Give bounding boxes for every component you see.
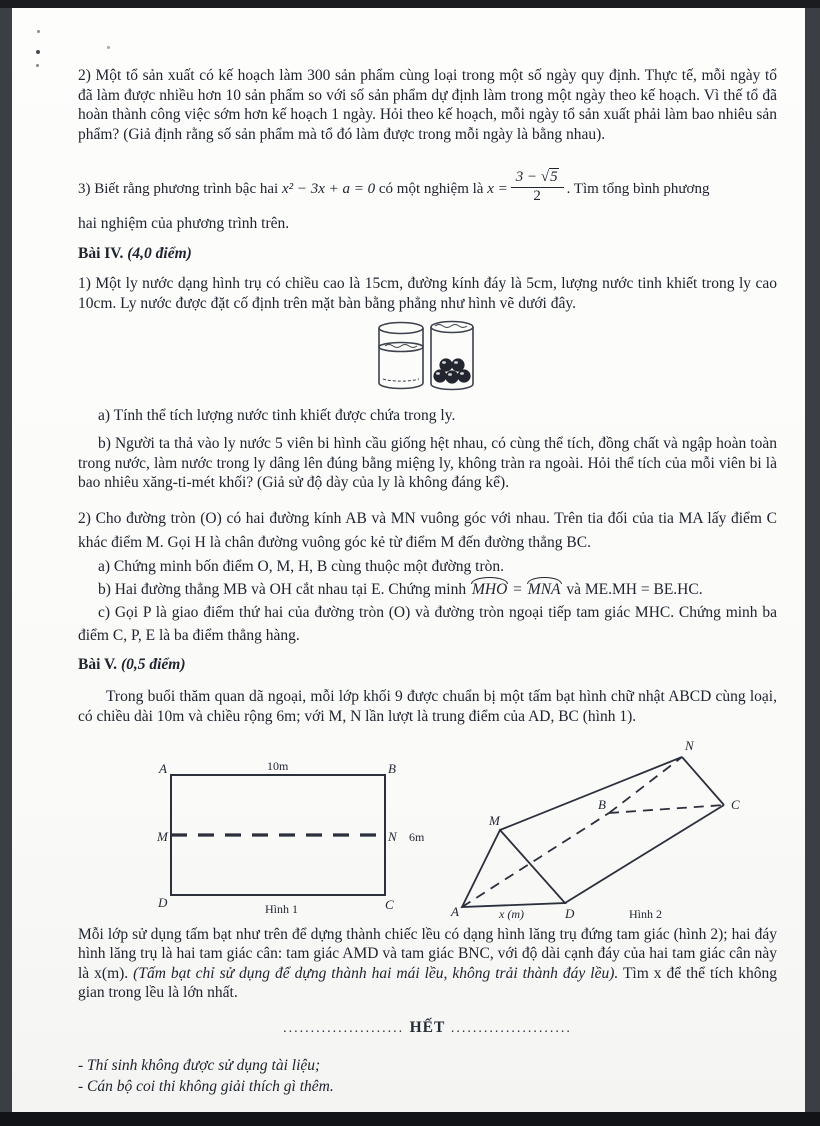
end-dots-right: ...................... xyxy=(450,1020,572,1036)
exam-notes xyxy=(78,1055,777,1097)
problem-3 xyxy=(78,166,777,234)
v-body xyxy=(78,925,777,1003)
scan-speck xyxy=(36,50,40,54)
scan-speck xyxy=(37,30,40,33)
q2c: c) Gọi P là giao điểm thứ hai của đường tròn (O) và đường tròn ngoại tiếp tam giác MHC. Chứng minh ba điểm C, P, E là ba điểm thẳng hàng. xyxy=(78,603,777,644)
end-dots-left: ...................... xyxy=(283,1020,405,1036)
fig1-label-a: A xyxy=(159,760,167,776)
fig1-label-10m: 10m xyxy=(267,758,289,773)
end-of-exam-line xyxy=(78,1019,777,1037)
section-iv-points: (4,0 điểm) xyxy=(127,245,192,262)
fig1-label-6m: 6m xyxy=(409,829,425,844)
scan-bottom-bar xyxy=(0,1112,820,1126)
section-v-points: (0,5 điểm) xyxy=(120,655,186,673)
fig1-label-b: B xyxy=(388,760,396,776)
het-label: HẾT xyxy=(409,1018,446,1036)
cylinder-figure xyxy=(78,319,777,398)
fig2-label-b: B xyxy=(598,796,606,812)
text-run: có một nghiệm là xyxy=(375,181,488,197)
problem-3-line2: hai nghiệm của phương trình trên. xyxy=(78,215,290,232)
angle-mna: MNA xyxy=(527,580,561,598)
fraction-numerator xyxy=(511,170,564,188)
section-v-title: Bài V. xyxy=(78,655,121,673)
section-iv-heading xyxy=(78,244,777,264)
q1b: b) Người ta thả vào ly nước 5 viên bi hình cầu giống hệt nhau, có cùng thể tích, đồng chất và ngập hoàn toàn trong nước, làm nước trong ly dâng lên đúng bằng miệng ly, không tràn ra ngoài. Hỏi thể tích của mỗi viên bi là bao nhiêu xăng-ti-mét khối? (Giả sử độ dày của ly là không đáng kể). xyxy=(78,435,777,491)
q2-intro: 2) Cho đường tròn (O) có hai đường kính AB và MN vuông góc với nhau. Trên tia đối của tia MA lấy điểm C khác điểm M. Gọi H là chân đường vuông góc kẻ từ điểm M đến đường thẳng BC. xyxy=(78,509,777,551)
fig1-label-n: N xyxy=(388,828,397,844)
q1-intro: 1) Một ly nước dạng hình trụ có chiều cao là 15cm, đường kính đáy là 5cm, lượng nước tinh khiết trong ly cao 10cm. Ly nước được đặt cố định trên mặt bàn bằng phẳng như hình vẽ dưới đây. xyxy=(78,275,777,312)
exam-content xyxy=(78,8,777,1112)
section-v-heading xyxy=(78,655,777,675)
fig2-label-d: D xyxy=(565,905,575,921)
v-intro: Trong buổi thăm quan dã ngoại, mỗi lớp khối 9 được chuẩn bị một tấm bạt hình chữ nhật ABCD cùng loại, có chiều dài 10m và chiều rộng 6m; với M, N lần lượt là trung điểm của AD, BC (hình 1). xyxy=(78,687,777,725)
figures-row xyxy=(133,735,777,923)
fig2-label-xm: x (m) xyxy=(499,906,524,921)
note-no-materials: - Thí sinh không được sử dụng tài liệu; xyxy=(78,1056,321,1074)
scan-speck xyxy=(36,64,39,67)
fig2-caption: Hình 2 xyxy=(629,906,662,921)
q1a: a) Tính thể tích lượng nước tinh khiết được chứa trong ly. xyxy=(98,407,456,424)
radical-sign: √ xyxy=(540,169,550,186)
marbles xyxy=(433,358,470,383)
fig2-label-a: A xyxy=(451,903,459,919)
x-equals: x = xyxy=(487,181,508,197)
text-run: = xyxy=(509,580,526,598)
figure-1-rectangle xyxy=(133,757,425,923)
fig1-label-c: C xyxy=(385,896,394,912)
scan-top-bar xyxy=(0,0,820,8)
fig2-label-c: C xyxy=(731,796,740,812)
text-run: và ME.MH = BE.HC. xyxy=(562,580,703,598)
problem-3-line1 xyxy=(78,166,777,212)
fraction-denominator: 2 xyxy=(533,188,541,205)
fig1-label-m: M xyxy=(157,828,168,844)
note-no-explanation: - Cán bộ coi thi không giải thích gì thêm. xyxy=(78,1077,334,1095)
radicand: 5 xyxy=(550,169,558,186)
text-run: 3) Biết rằng phương trình bậc hai xyxy=(78,181,282,197)
glasses-drawing xyxy=(369,319,487,393)
text-run: Mỗi lớp sử dụng tấm bạt như trên để dựng thành chiếc lều có dạng hình lăng trụ đứng tam giác (hình 2); hai đáy hình lăng trụ là hai tam giác cân: tam giác AMD và tam giác BNC, với độ dài cạnh đáy của hai tam giác cân này là x(m). xyxy=(78,925,777,982)
fig2-label-m: M xyxy=(489,812,500,828)
problem-2-paragraph: 2) Một tổ sản xuất có kế hoạch làm 300 sản phẩm cùng loại trong một số ngày quy định. Thực tế, mỗi ngày tổ đã làm được nhiều hơn 10 sản phẩm so với số sản phẩm dự định làm trong một ngày theo kế hoạch. Vì thế tổ đã hoàn thành công việc sớm hơn kế hoạch 1 ngày. Hỏi theo kế hoạch, mỗi ngày tổ sản xuất phải làm bao nhiêu sản phẩm? (Giả định rằng số sản phẩm mà tổ đó làm được trong mỗi ngày là bằng nhau). xyxy=(78,67,777,143)
angle-mho: MHO xyxy=(471,580,508,598)
fig2-label-n: N xyxy=(685,737,694,753)
section-iv-title: Bài IV. xyxy=(78,245,128,262)
text-run: Tìm x để thể tích không gian trong lều là lớn nhất. xyxy=(78,964,777,1001)
fraction xyxy=(511,170,564,205)
exam-page xyxy=(12,8,805,1112)
q2a: a) Chứng minh bốn điểm O, M, H, B cùng thuộc một đường tròn. xyxy=(98,557,505,575)
q2b xyxy=(78,578,777,601)
text-run: . Tìm tổng bình phương xyxy=(566,181,710,197)
figure-2-prism xyxy=(437,735,759,923)
quadratic-equation: x² − 3x + a = 0 xyxy=(281,181,376,197)
text-run: 3 − xyxy=(515,169,541,186)
text-run: b) Hai đường thẳng MB và OH cắt nhau tại E. Chứng minh xyxy=(98,580,470,598)
fig1-label-d: D xyxy=(158,894,168,910)
fig1-caption: Hình 1 xyxy=(265,901,298,916)
v-body-italic-note: (Tấm bạt chỉ sử dụng để dựng thành hai mái lều, không trải thành đáy lều). xyxy=(133,964,619,982)
